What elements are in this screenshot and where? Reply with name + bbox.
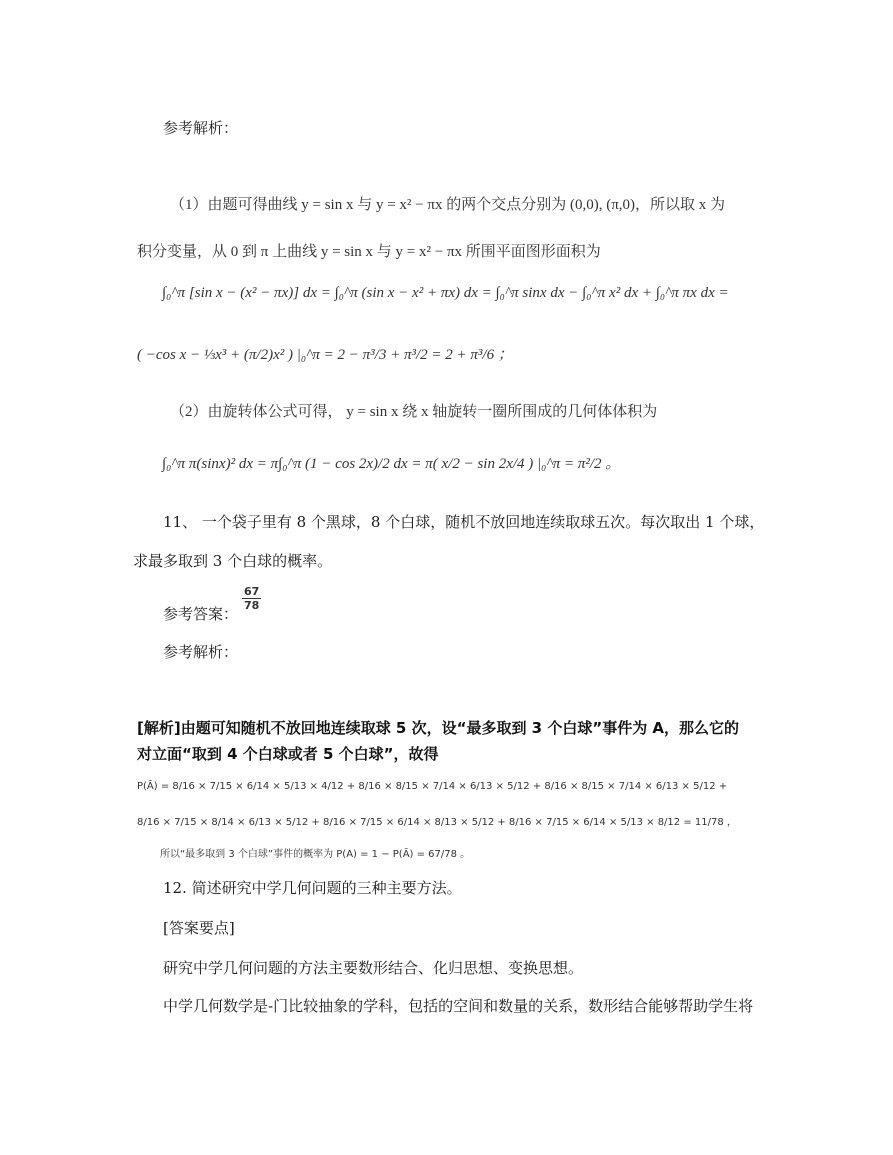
answer-fraction-11 [242, 586, 261, 611]
solution-11-line2: 对立面“取到 4 个白球或者 5 个白球”，故得 [137, 745, 439, 763]
integral-equation-2: ( −cos x − ⅓x³ + (π/2)x² ) |₀^π = 2 − π³/3 + π³/2 = 2 + π³/6 ； [137, 347, 513, 363]
answer-denominator: 78 [244, 599, 260, 612]
analysis-label-11: 参考解析： [163, 643, 239, 661]
question-11-text-line1: 11、 一个袋子里有 8 个黑球，8 个白球，随机不放回地连续取球五次。每次取出 1 个球， [163, 513, 765, 531]
solution-10-part1-line2: 积分变量，从 0 到 π 上曲线 y = sin x 与 y = x² − πx 所围平面图形面积为 [137, 244, 601, 260]
answer-12-line1: 研究中学几何问题的方法主要数形结合、化归思想、变换思想。 [163, 959, 584, 977]
answer-12-line2: 中学几何数学是-门比较抽象的学科，包括的空间和数量的关系，数形结合能够帮助学生将 [163, 997, 754, 1015]
probability-calc-line3: 所以“最多取到 3 个白球”事件的概率为 P(A) = 1 − P(Ā) = 67/78 。 [160, 849, 471, 860]
answer-label-11: 参考答案： [163, 605, 239, 623]
integral-equation-1: ∫₀^π [sin x − (x² − πx)] dx = ∫₀^π (sin x − x² + πx) dx = ∫₀^π sinx dx − ∫₀^π x² dx + ∫₀^π πx dx = [162, 285, 729, 301]
solution-10-part2-line1: （2）由旋转体公式可得， y = sin x 绕 x 轴旋转一圈所围成的几何体体积为 [170, 404, 658, 420]
solution-10-part1-line1: （1）由题可得曲线 y = sin x 与 y = x² − πx 的两个交点分别为 (0,0), (π,0)，所以取 x 为 [170, 197, 726, 213]
question-11-text-line2: 求最多取到 3 个白球的概率。 [133, 552, 333, 570]
solution-11-line1: [解析]由题可知随机不放回地连续取球 5 次，设“最多取到 3 个白球”事件为 A，那么它的 [137, 719, 740, 737]
integral-equation-3: ∫₀^π π(sinx)² dx = π∫₀^π (1 − cos 2x)/2 dx = π( x/2 − sin 2x/4 ) |₀^π = π²/2 。 [162, 456, 621, 472]
analysis-label-10: 参考解析： [163, 119, 239, 137]
answer-numerator: 67 [244, 585, 260, 598]
question-12-title: 12. 简述研究中学几何问题的三种主要方法。 [163, 879, 462, 897]
probability-calc-line2: 8/16 × 7/15 × 8/14 × 6/13 × 5/12 + 8/16 × 7/15 × 6/14 × 8/13 × 5/12 + 8/16 × 7/15 × 6/14 × 5/13 × 8/12 = 11/78 ， [137, 817, 737, 828]
probability-calc-line1: P(Ā) = 8/16 × 7/15 × 6/14 × 5/13 × 4/12 + 8/16 × 8/15 × 7/14 × 6/13 × 5/12 + 8/16 × 8/15 × 7/14 × 6/13 × 5/12 + [137, 781, 728, 792]
answer-key-label-12: [答案要点] [163, 919, 235, 937]
